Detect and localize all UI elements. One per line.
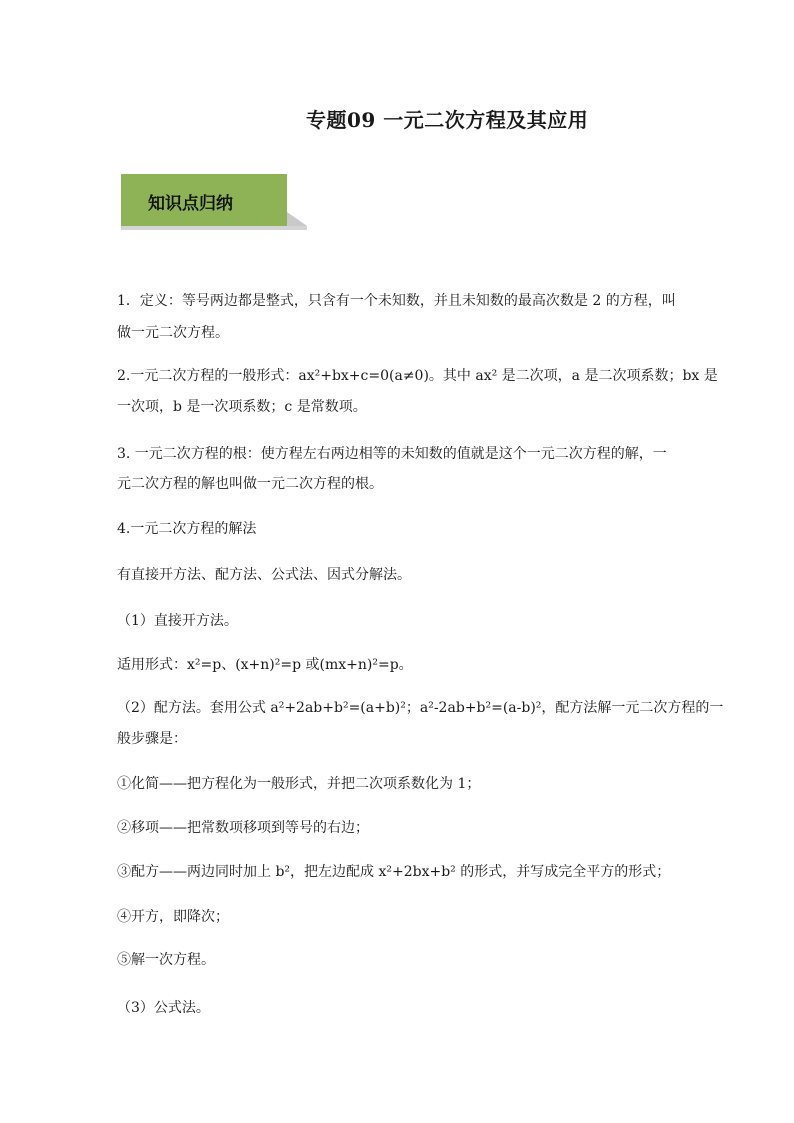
direct-root-form: 适用形式：x²=p、(x+n)²=p 或(mx+n)²=p。 bbox=[117, 657, 413, 673]
step-3: ③配方——两边同时加上 b²，把左边配成 x²+2bx+b² 的形式，并写成完全平方的形式； bbox=[117, 864, 671, 880]
page-title: 专题09 一元二次方程及其应用 bbox=[306, 108, 589, 132]
completing-square-line-1: （2）配方法。套用公式 a²+2ab+b²=(a+b)²；a²-2ab+b²=(a-b)²，配方法解一元二次方程的一 bbox=[117, 700, 724, 716]
general-form-line-2: 一次项，b 是一次项系数；c 是常数项。 bbox=[117, 399, 367, 415]
general-form-line-1: 2.一元二次方程的一般形式：ax²+bx+c=0(a≠0)。其中 ax² 是二次项，a 是二次项系数；bx 是 bbox=[117, 368, 718, 384]
definition-line-2: 做一元二次方程。 bbox=[117, 325, 229, 341]
definition-line-1: 1．定义：等号两边都是整式，只含有一个未知数，并且未知数的最高次数是 2 的方程，叫 bbox=[117, 293, 676, 309]
formula-method: （3）公式法。 bbox=[117, 1000, 210, 1016]
banner-underline bbox=[121, 226, 307, 230]
step-2: ②移项——把常数项移项到等号的右边； bbox=[117, 820, 369, 836]
direct-root-method: （1）直接开方法。 bbox=[117, 613, 238, 629]
banner-shadow bbox=[287, 212, 307, 226]
step-1: ①化简——把方程化为一般形式，并把二次项系数化为 1； bbox=[117, 776, 481, 792]
solution-methods-heading: 4.一元二次方程的解法 bbox=[117, 521, 257, 537]
step-5: ⑤解一次方程。 bbox=[117, 952, 215, 968]
completing-square-line-2: 般步骤是： bbox=[117, 731, 187, 747]
roots-line-1: 3. 一元二次方程的根：使方程左右两边相等的未知数的值就是这个一元二次方程的解，一 bbox=[117, 446, 667, 462]
banner-label: 知识点归纳 bbox=[148, 194, 233, 214]
solution-methods-list: 有直接开方法、配方法、公式法、因式分解法。 bbox=[117, 567, 411, 583]
step-4: ④开方，即降次； bbox=[117, 909, 229, 925]
section-banner bbox=[121, 174, 307, 230]
roots-line-2: 元二次方程的解也叫做一元二次方程的根。 bbox=[117, 476, 383, 492]
